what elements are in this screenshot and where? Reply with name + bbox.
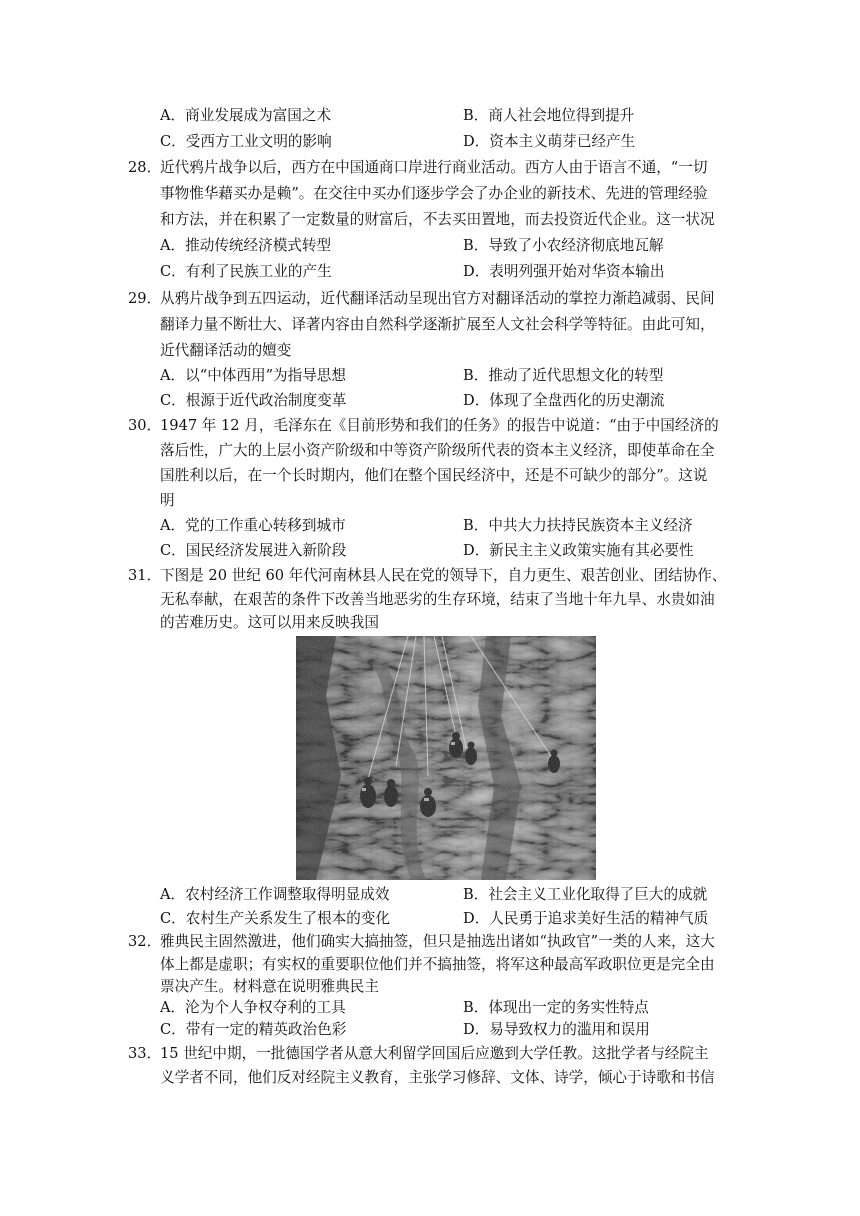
- q28-stem-line-2: 事物惟华藉买办是赖”。在交往中买办们逐步学会了办企业的新技术、先进的管理经验: [160, 185, 708, 202]
- q32-option-d: D．易导致权力的滥用和误用: [463, 1021, 650, 1038]
- q28-option-a: A．推动传统经济模式转型: [160, 237, 332, 254]
- q33-stem-line-1: 33．15 世纪中期，一批德国学者从意大利留学回国后应邀到大学任教。这批学者与经院主: [128, 1045, 709, 1062]
- q31-option-c: C．农村生产关系发生了根本的变化: [160, 910, 391, 927]
- q30-stem-line-1: 30．1947 年 12 月，毛泽东在《目前形势和我们的任务》的报告中说道：“由于中国经济的: [128, 417, 719, 434]
- q33-number: 33．: [128, 1045, 162, 1062]
- q28-number: 28．: [128, 159, 162, 176]
- q27-option-c: C．受西方工业文明的影响: [160, 133, 332, 150]
- q31-number: 31．: [128, 567, 162, 584]
- q29-stem-line-2: 翻译力量不断壮大、译著内容由自然科学逐渐扩展至人文社会科学等特征。由此可知，: [160, 316, 715, 333]
- q29-option-b: B．推动了近代思想文化的转型: [463, 367, 664, 384]
- q30-option-d: D．新民主主义政策实施有其必要性: [463, 542, 694, 559]
- q32-stem-line-1: 32．雅典民主固然激进，他们确实大搞抽签，但只是抽选出诸如“执政官”一类的人来，这大: [128, 933, 715, 950]
- q31-option-a: A．农村经济工作调整取得明显成效: [160, 886, 390, 903]
- q28-option-d: D．表明列强开始对华资本输出: [463, 263, 665, 280]
- q32-stem-line-2: 体上都是虚职；有实权的重要职位他们并不搞抽签，将军这种最高军政职位更是完全由: [160, 956, 715, 973]
- q29-stem-line-1: 29．从鸦片战争到五四运动，近代翻译活动呈现出官方对翻译活动的掌控力渐趋减弱、民间: [128, 290, 715, 307]
- q30-option-a: A．党的工作重心转移到城市: [160, 517, 346, 534]
- q28-stem-line-3: 和方法，并在积累了一定数量的财富后，不去买田置地，而去投资近代企业。这一状况: [160, 211, 715, 228]
- q27-option-b: B．商人社会地位得到提升: [463, 107, 635, 124]
- q32-option-b: B．体现出一定的务实性特点: [463, 999, 649, 1016]
- q32-option-c: C．带有一定的精英政治色彩: [160, 1021, 347, 1038]
- q31-stem-line-3: 的苦难历史。这可以用来反映我国: [160, 614, 379, 631]
- q31-option-d: D．人民勇于追求美好生活的精神气质: [463, 910, 709, 927]
- q32-option-a: A．沦为个人争权夺利的工具: [160, 999, 346, 1016]
- q27-option-d: D．资本主义萌芽已经产生: [463, 133, 636, 150]
- cliff-workers-photo: [296, 636, 596, 880]
- q29-option-d: D．体现了全盘西化的历史潮流: [463, 392, 665, 409]
- q28-stem-line-1: 28．近代鸦片战争以后，西方在中国通商口岸进行商业活动。西方人由于语言不通，“一切: [128, 159, 708, 176]
- q33-stem-line-2: 义学者不同，他们反对经院主义教育，主张学习修辞、文体、诗学，倾心于诗歌和书信: [160, 1069, 715, 1086]
- q29-option-a: A．以“中体西用”为指导思想: [160, 367, 346, 384]
- q29-stem-line-3: 近代翻译活动的嬗变: [160, 342, 292, 359]
- q30-stem-line-3: 国胜利以后，在一个长时期内，他们在整个国民经济中，还是不可缺少的部分”。这说: [160, 467, 708, 484]
- q30-option-b: B．中共大力扶持民族资本主义经济: [463, 517, 693, 534]
- q30-number: 30．: [128, 417, 162, 434]
- q30-stem-line-4: 明: [160, 492, 175, 509]
- q31-stem-line-1: 31．下图是 20 世纪 60 年代河南林县人民在党的领导下，自力更生、艰苦创业、团结协作、: [128, 567, 727, 584]
- q32-stem-line-3: 票决产生。材料意在说明雅典民主: [160, 978, 379, 995]
- q31-option-b: B．社会主义工业化取得了巨大的成就: [463, 886, 708, 903]
- q29-number: 29．: [128, 290, 162, 307]
- q28-option-c: C．有利了民族工业的产生: [160, 263, 332, 280]
- q27-option-a: A．商业发展成为富国之术: [160, 107, 332, 124]
- q29-option-c: C．根源于近代政治制度变革: [160, 392, 347, 409]
- q30-stem-line-2: 落后性，广大的上层小资产阶级和中等资产阶级所代表的资本主义经济，即使革命在全: [160, 442, 715, 459]
- q30-option-c: C．国民经济发展进入新阶段: [160, 542, 347, 559]
- q32-number: 32．: [128, 933, 162, 950]
- q31-stem-line-2: 无私奉献，在艰苦的条件下改善当地恶劣的生存环境，结束了当地十年九旱、水贵如油: [160, 591, 715, 608]
- q28-option-b: B．导致了小农经济彻底地瓦解: [463, 237, 664, 254]
